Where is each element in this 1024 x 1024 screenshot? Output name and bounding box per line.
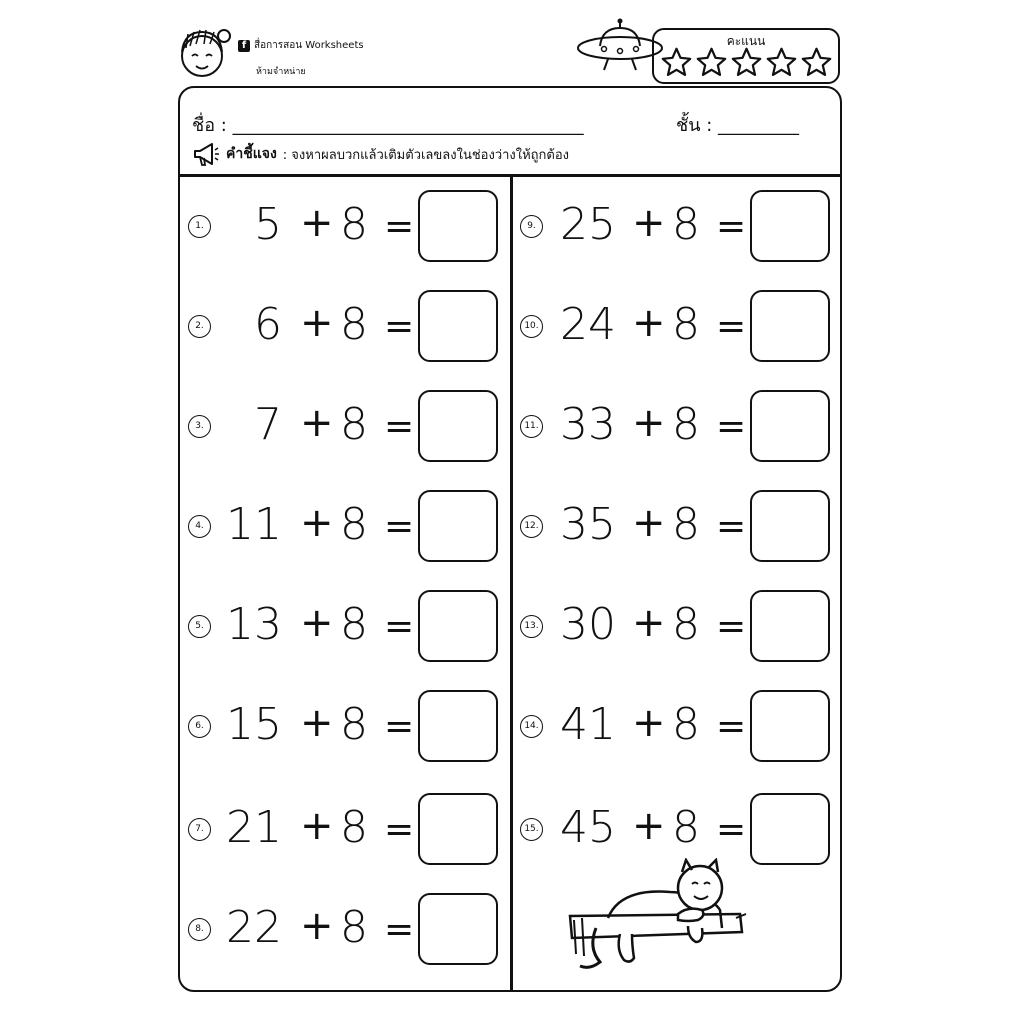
problem-row <box>520 290 836 364</box>
problem-number: 8. <box>188 918 211 941</box>
answer-box[interactable] <box>418 690 498 762</box>
addend-a: 21 <box>226 802 282 853</box>
answer-box[interactable] <box>750 793 830 865</box>
problem-number: 12. <box>520 515 543 538</box>
plus-sign: + <box>632 300 666 346</box>
girl-face-icon <box>172 22 240 82</box>
problem-number: 2. <box>188 315 211 338</box>
answer-box[interactable] <box>418 290 498 362</box>
problem-number: 14. <box>520 715 543 738</box>
addend-b: 8 <box>672 299 700 350</box>
name-label: ชื่อ : <box>192 115 227 136</box>
answer-box[interactable] <box>750 390 830 462</box>
plus-sign: + <box>300 803 334 849</box>
answer-box[interactable] <box>418 190 498 262</box>
answer-box[interactable] <box>750 690 830 762</box>
problem-row <box>520 590 836 664</box>
problem-number: 5. <box>188 615 211 638</box>
equals-sign: = <box>384 206 415 247</box>
plus-sign: + <box>300 700 334 746</box>
problem-number: 11. <box>520 415 543 438</box>
problem-row <box>188 793 504 867</box>
star-icon <box>765 46 798 79</box>
addend-b: 8 <box>340 199 368 250</box>
brand-line <box>238 38 364 53</box>
facebook-icon: f <box>238 40 250 52</box>
plus-sign: + <box>300 200 334 246</box>
problem-number: 13. <box>520 615 543 638</box>
cat-on-branch-illustration <box>560 858 750 976</box>
answer-box[interactable] <box>750 290 830 362</box>
addend-b: 8 <box>672 699 700 750</box>
answer-box[interactable] <box>418 490 498 562</box>
brand-text: สื่อการสอน Worksheets <box>254 40 364 51</box>
addend-b: 8 <box>672 499 700 550</box>
plus-sign: + <box>632 700 666 746</box>
addend-a: 45 <box>560 802 616 853</box>
problem-row <box>520 690 836 764</box>
addend-a: 30 <box>560 599 616 650</box>
problem-row <box>188 290 504 364</box>
instruction-text: : จงหาผลบวกแล้วเติมตัวเลขลงในช่องว่างให้ถูกต้อง <box>282 147 570 163</box>
problem-row <box>520 190 836 264</box>
grade-field[interactable]: _________ <box>718 115 800 136</box>
addend-a: 41 <box>560 699 616 750</box>
answer-box[interactable] <box>418 893 498 965</box>
addend-b: 8 <box>340 902 368 953</box>
plus-sign: + <box>300 903 334 949</box>
addend-b: 8 <box>340 802 368 853</box>
addend-a: 13 <box>226 599 282 650</box>
addend-a: 22 <box>226 902 282 953</box>
plus-sign: + <box>632 500 666 546</box>
addend-b: 8 <box>672 599 700 650</box>
addend-b: 8 <box>672 399 700 450</box>
addend-a: 6 <box>254 299 282 350</box>
addend-a: 24 <box>560 299 616 350</box>
equals-sign: = <box>384 306 415 347</box>
equals-sign: = <box>384 606 415 647</box>
star-icon <box>730 46 763 79</box>
plus-sign: + <box>632 600 666 646</box>
addend-b: 8 <box>672 802 700 853</box>
addend-b: 8 <box>340 699 368 750</box>
column-divider <box>510 175 513 990</box>
problem-row <box>188 490 504 564</box>
plus-sign: + <box>300 400 334 446</box>
brand-subtext: ห้ามจำหน่าย <box>256 67 306 77</box>
addend-a: 7 <box>254 399 282 450</box>
problem-row <box>520 490 836 564</box>
plus-sign: + <box>300 300 334 346</box>
addend-b: 8 <box>672 199 700 250</box>
problem-number: 4. <box>188 515 211 538</box>
problem-number: 10. <box>520 315 543 338</box>
equals-sign: = <box>716 506 747 547</box>
addend-a: 15 <box>226 699 282 750</box>
equals-sign: = <box>384 809 415 850</box>
plus-sign: + <box>632 803 666 849</box>
answer-box[interactable] <box>750 590 830 662</box>
answer-box[interactable] <box>750 490 830 562</box>
equals-sign: = <box>716 706 747 747</box>
problem-row <box>188 190 504 264</box>
problem-number: 9. <box>520 215 543 238</box>
problem-row <box>188 590 504 664</box>
problem-number: 6. <box>188 715 211 738</box>
answer-box[interactable] <box>418 793 498 865</box>
score-panel <box>652 28 840 84</box>
problem-number: 7. <box>188 818 211 841</box>
score-title: คะแนน <box>726 34 766 48</box>
equals-sign: = <box>384 706 415 747</box>
equals-sign: = <box>716 306 747 347</box>
answer-box[interactable] <box>750 190 830 262</box>
addend-a: 11 <box>226 499 282 550</box>
problem-row <box>188 893 504 967</box>
equals-sign: = <box>384 406 415 447</box>
plus-sign: + <box>300 500 334 546</box>
addend-a: 25 <box>560 199 616 250</box>
grade-row <box>676 110 799 139</box>
megaphone-icon <box>192 141 220 167</box>
equals-sign: = <box>384 909 415 950</box>
answer-box[interactable] <box>418 390 498 462</box>
addend-a: 35 <box>560 499 616 550</box>
equals-sign: = <box>716 809 747 850</box>
problem-row <box>520 390 836 464</box>
equals-sign: = <box>716 206 747 247</box>
problem-number: 3. <box>188 415 211 438</box>
instruction-row <box>192 141 569 167</box>
star-icon <box>800 46 833 79</box>
score-stars <box>660 46 833 79</box>
grade-label: ชั้น : <box>676 115 713 136</box>
addend-b: 8 <box>340 299 368 350</box>
plus-sign: + <box>632 200 666 246</box>
name-row <box>192 110 584 139</box>
plus-sign: + <box>300 600 334 646</box>
problem-number: 15. <box>520 818 543 841</box>
addend-b: 8 <box>340 599 368 650</box>
answer-box[interactable] <box>418 590 498 662</box>
addend-a: 5 <box>254 199 282 250</box>
addend-b: 8 <box>340 399 368 450</box>
equals-sign: = <box>716 606 747 647</box>
plus-sign: + <box>632 400 666 446</box>
equals-sign: = <box>384 506 415 547</box>
addend-b: 8 <box>340 499 368 550</box>
instruction-label: คำชี้แจง <box>226 146 277 162</box>
problem-row <box>188 390 504 464</box>
star-icon <box>695 46 728 79</box>
star-icon <box>660 46 693 79</box>
problem-row <box>188 690 504 764</box>
equals-sign: = <box>716 406 747 447</box>
name-field[interactable]: _______________________________________ <box>232 115 584 136</box>
problem-row <box>520 793 836 867</box>
addend-a: 33 <box>560 399 616 450</box>
problem-number: 1. <box>188 215 211 238</box>
